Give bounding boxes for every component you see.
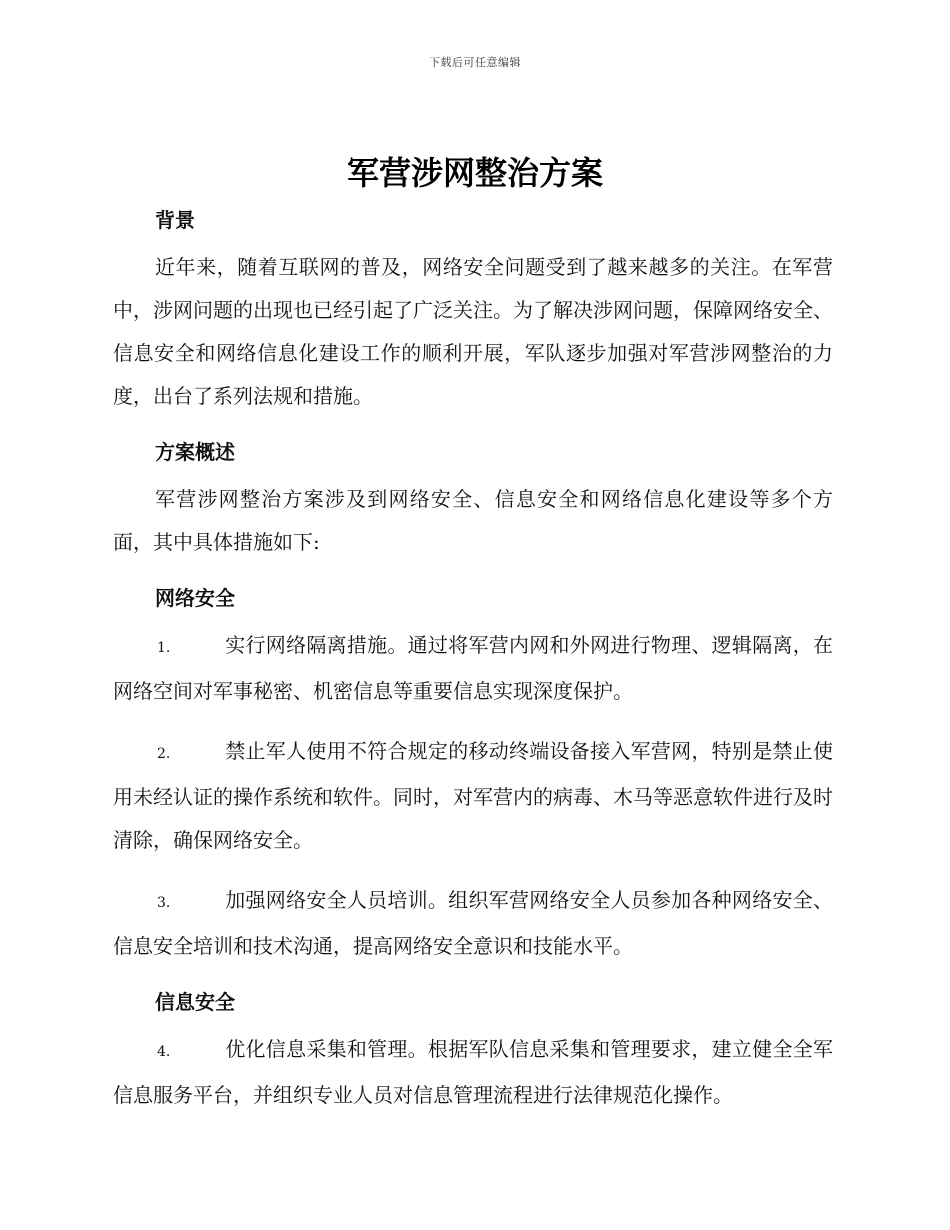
list-item (113, 879, 833, 968)
list-item-number: 2. (157, 746, 171, 762)
section-heading-background: 背景 (155, 208, 195, 232)
page-header-note: 下载后可任意编辑 (429, 56, 521, 69)
list-item (113, 624, 833, 713)
list-item-number: 3. (157, 895, 171, 911)
document-title: 军营涉网整治方案 (346, 154, 603, 192)
list-item-number: 4. (157, 1044, 171, 1060)
section-paragraph-overview: 军营涉网整治方案涉及到网络安全、信息安全和网络信息化建设等多个方面，其中具体措施如下: (113, 487, 833, 554)
section-heading-information-security: 信息安全 (155, 990, 235, 1014)
list-item-text: 加强网络安全人员培训。组织军营网络安全人员参加各种网络安全、信息安全培训和技术沟通，提高网络安全意识和技能水平。 (113, 888, 833, 958)
list-item-text: 优化信息采集和管理。根据军队信息采集和管理要求，建立健全全军信息服务平台，并组织专业人员对信息管理流程进行法律规范化操作。 (113, 1037, 833, 1107)
section-heading-overview: 方案概述 (155, 440, 235, 464)
section-heading-network-security: 网络安全 (155, 586, 235, 610)
list-item (113, 1028, 833, 1117)
list-item-text: 禁止军人使用不符合规定的移动终端设备接入军营网，特别是禁止使用未经认证的操作系统和软件。同时，对军营内的病毒、木马等恶意软件进行及时清除，确保网络安全。 (113, 739, 833, 852)
list-item (113, 730, 833, 862)
list-item-number: 1. (157, 640, 171, 656)
document-body (113, 203, 833, 1117)
list-item-text: 实行网络隔离措施。通过将军营内网和外网进行物理、逻辑隔离，在网络空间对军事秘密、机密信息等重要信息实现深度保护。 (113, 633, 833, 703)
section-paragraph-background: 近年来，随着互联网的普及，网络安全问题受到了越来越多的关注。在军营中，涉网问题的出现也已经引起了广泛关注。为了解决涉网问题，保障网络安全、信息安全和网络信息化建设工作的顺利开展，军队逐步加强对军营涉网整治的力度，出台了系列法规和措施。 (113, 255, 833, 408)
